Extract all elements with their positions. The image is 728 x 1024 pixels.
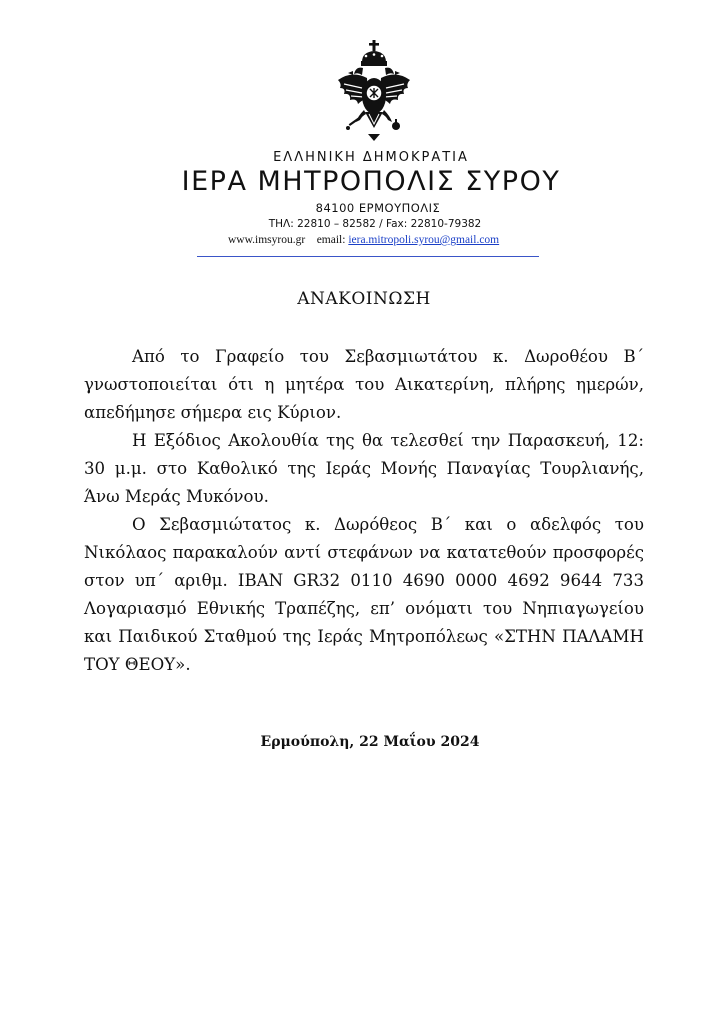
header-divider [197,256,539,257]
byzantine-double-headed-eagle-icon [334,40,414,144]
notice-body [84,343,644,679]
country-name: ΕΛΛΗΝΙΚΗ ΔΗΜΟΚΡΑΤΙΑ [273,150,469,165]
notice-title: ΑΝΑΚΟΙΝΩΣΗ [297,289,431,309]
postcode-city: 84100 ΕΡΜΟΥΠΟΛΙΣ [315,201,441,215]
email-link[interactable]: iera.mitropoli.syrou@gmail.com [348,234,500,246]
contact-line [228,234,499,246]
paragraph-3: Ο Σεβασμιώτατος κ. Δωρόθεος Β΄ και ο αδελφός του Νικόλαος παρακαλούν αντί στεφάνων να κατατεθούν προσφορές στον υπ΄ αριθμ. IBAN GR32 0110 4690 0000 4692 9644 733 Λογαριασμό Εθνικής Τραπέζης, επ’ ονόματι του Νηπιαγωγείου και Παιδικού Σταθμού της Ιεράς Μητροπόλεως «ΣΤΗΝ ΠΑΛΑΜΗ ΤΟΥ ΘΕΟΥ». [84,515,644,674]
paragraph-2: Η Εξόδιος Ακολουθία της θα τελεσθεί την Παρασκευή, 12: 30 μ.μ. στο Καθολικό της Ιεράς Μονής Παναγίας Τουρλιανής, Άνω Μεράς Μυκόνου. [84,431,644,506]
paragraph-1: Από το Γραφείο του Σεβασμιωτάτου κ. Δωροθέου Β΄ γνωστοποιείται ότι η μητέρα του Αικατερίνη, πλήρης ημερών, απεδήμησε σήμερα εις Κύριον. [84,347,644,422]
website-link[interactable]: www.imsyrou.gr [228,234,306,246]
metropolis-title: ΙΕΡΑ ΜΗΤΡΟΠΟΛΙΣ ΣΥΡΟΥ [181,166,561,197]
phone-fax: ΤΗΛ: 22810 – 82582 / Fax: 22810-79382 [268,218,482,230]
place-date: Ερμούπολη, 22 Μαΐου 2024 [260,734,480,750]
email-label: email: [316,234,346,246]
